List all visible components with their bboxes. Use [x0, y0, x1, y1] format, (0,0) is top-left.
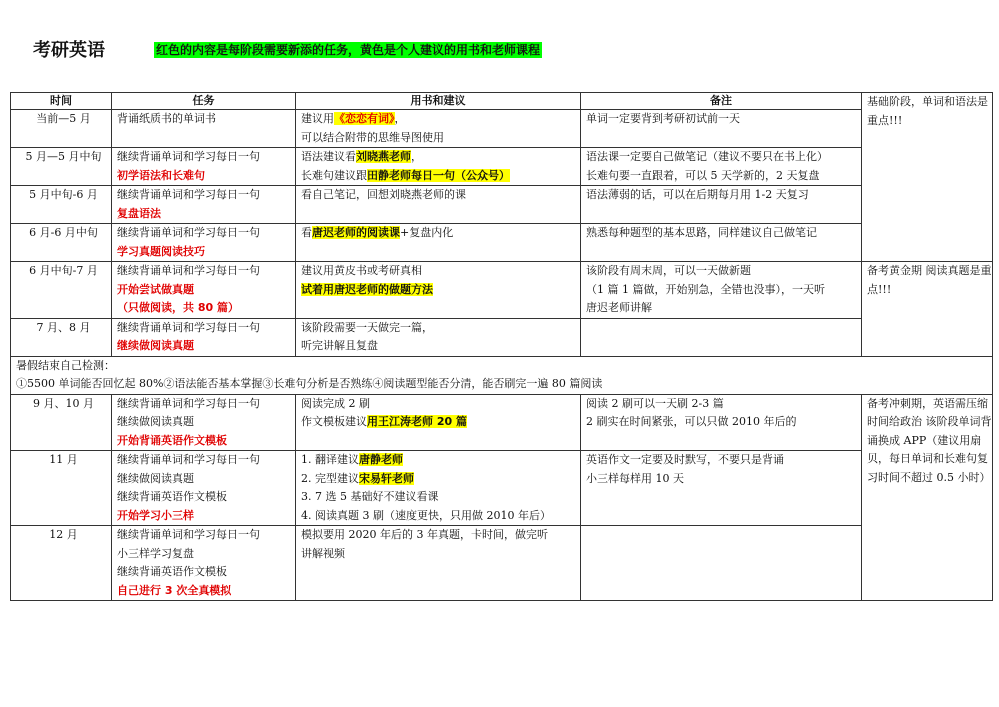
side-note-gold: 备考黄金期 阅读真题是重点!!!: [862, 262, 993, 357]
time-cell: 6 月-6 月中旬: [11, 224, 112, 262]
books-cell: 看自己笔记，回想刘晓燕老师的课: [296, 186, 581, 224]
highlight-teacher: 刘晓燕老师: [356, 150, 411, 163]
task-cell: 继续背诵单词和学习每日一句 继续做阅读真题 开始背诵英语作文模板: [112, 394, 296, 451]
books-cell: 阅读完成 2 刷 作文模板建议用王江涛老师 20 篇: [296, 394, 581, 451]
remarks-cell: 熟悉每种题型的基本思路，同样建议自己做笔记: [581, 224, 862, 262]
remarks-cell: 英语作文一定要及时默写，不要只是背诵 小三样每样用 10 天: [581, 451, 862, 526]
table-row: [11, 451, 993, 526]
books-cell: 看唐迟老师的阅读课+复盘内化: [296, 224, 581, 262]
header-remarks: 备注: [581, 93, 862, 110]
books-cell: 建议用《恋恋有词》， 可以结合附带的思维导图使用: [296, 110, 581, 148]
remarks-cell: 该阶段有周末周，可以一天做新题 （1 篇 1 篇做，开始别急，全错也没事），一天听 唐迟老师讲解: [581, 262, 862, 319]
time-cell: 12 月: [11, 526, 112, 601]
table-row: [11, 394, 993, 451]
page-title: 考研英语: [33, 40, 105, 61]
highlight-teacher: 宋易轩老师: [359, 471, 414, 485]
table-header-row: [11, 93, 993, 110]
time-cell: 5 月—5 月中旬: [11, 148, 112, 186]
time-cell: 6 月中旬-7 月: [11, 262, 112, 319]
time-cell: 当前—5 月: [11, 110, 112, 148]
remarks-cell: 语法课一定要自己做笔记（建议不要只在书上化） 长难句要一直跟着，可以 5 天学新的，2 天复盘: [581, 148, 862, 186]
task-cell: 继续背诵单词和学习每日一句 开始尝试做真题 （只做阅读，共 80 篇）: [112, 262, 296, 319]
table-row: [11, 110, 993, 148]
task-cell: 继续背诵单词和学习每日一句 初学语法和长难句: [112, 148, 296, 186]
highlight-teacher: 田静老师每日一句（公众号）: [367, 168, 510, 182]
table-row: [11, 224, 993, 262]
time-cell: 9 月、10 月: [11, 394, 112, 451]
time-cell: 11 月: [11, 451, 112, 526]
books-cell: 1. 翻译建议唐静老师 2. 完型建议宋易轩老师 3. 7 选 5 基础好不建议看课 4. 阅读真题 3 刷（速度更快，只用做 2010 年后）: [296, 451, 581, 526]
books-cell: 模拟要用 2020 年后的 3 年真题，卡时间，做完听 讲解视频: [296, 526, 581, 601]
task-cell: 背诵纸质书的单词书: [112, 110, 296, 148]
highlight-teacher: 唐迟老师的阅读课: [312, 226, 400, 239]
side-note-basic: 基础阶段，单词和语法是重点!!!: [862, 93, 993, 262]
highlight-teacher: 用王江涛老师 20 篇: [367, 415, 467, 428]
legend-note: 红色的内容是每阶段需要新添的任务，黄色是个人建议的用书和老师课程: [156, 43, 541, 57]
remarks-cell: [581, 318, 862, 356]
header-task: 任务: [112, 93, 296, 110]
task-cell: 继续背诵单词和学习每日一句 学习真题阅读技巧: [112, 224, 296, 262]
task-cell: 继续背诵单词和学习每日一句 继续做阅读真题 继续背诵英语作文模板 开始学习小三样: [112, 451, 296, 526]
study-plan-table: [10, 92, 993, 601]
remarks-cell: 语法薄弱的话，可以在后期每月用 1-2 天复习: [581, 186, 862, 224]
time-cell: 5 月中旬-6 月: [11, 186, 112, 224]
highlight-teacher: 唐静老师: [359, 453, 403, 466]
table-row: [11, 526, 993, 601]
table-row: [11, 318, 993, 356]
side-note-sprint: 备考冲刺期，英语需压缩时间给政治 该阶段单词背诵换成 APP（建议用扇贝，每日单词和长难句复习时间不超过 0.5 小时）: [862, 394, 993, 601]
books-cell: 该阶段需要一天做完一篇， 听完讲解且复盘: [296, 318, 581, 356]
time-cell: 7 月、8 月: [11, 318, 112, 356]
remarks-cell: 阅读 2 刷可以一天刷 2-3 篇 2 刷实在时间紧张，可以只做 2010 年后的: [581, 394, 862, 451]
header-books: 用书和建议: [296, 93, 581, 110]
remarks-cell: [581, 526, 862, 601]
books-cell: 建议用黄皮书或考研真相 试着用唐迟老师的做题方法: [296, 262, 581, 319]
summer-check-cell: 暑假结束自己检测： ①5500 单词能否回忆起 80%②语法能否基本掌握③长难句分析是否熟练④阅读题型能否分清，能否刷完一遍 80 篇阅读: [11, 356, 993, 394]
books-cell: 语法建议看刘晓燕老师， 长难句建议跟田静老师每日一句（公众号）: [296, 148, 581, 186]
highlight-teacher: 试着用唐迟老师的做题方法: [301, 282, 433, 296]
header-time: 时间: [11, 93, 112, 110]
table-row: [11, 148, 993, 186]
task-cell: 继续背诵单词和学习每日一句 复盘语法: [112, 186, 296, 224]
task-cell: 继续背诵单词和学习每日一句 继续做阅读真题: [112, 318, 296, 356]
highlight-book: 《恋恋有词》: [334, 112, 395, 125]
remarks-cell: 单词一定要背到考研初试前一天: [581, 110, 862, 148]
table-row: [11, 186, 993, 224]
table-row: [11, 262, 993, 319]
summer-check-row: [11, 356, 993, 394]
task-cell: 继续背诵单词和学习每日一句 小三样学习复盘 继续背诵英语作文模板 自己进行 3 次全真模拟: [112, 526, 296, 601]
